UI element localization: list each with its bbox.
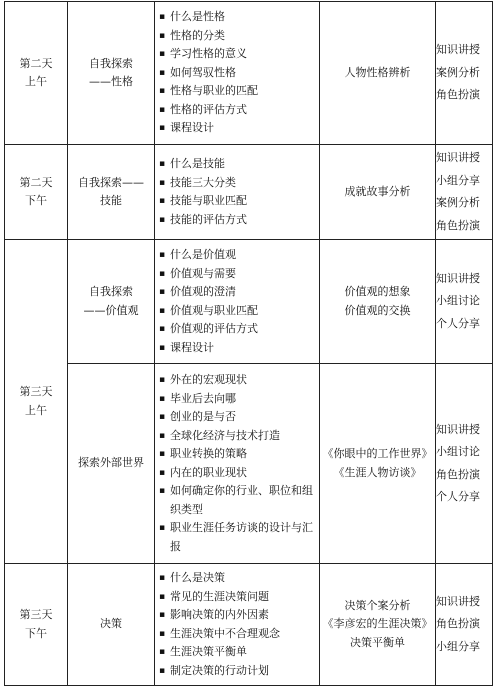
topic-cell xyxy=(68,240,155,364)
content-cell xyxy=(155,364,320,564)
topic-cell xyxy=(68,364,155,564)
list-item: ▪ 技能与职业匹配 xyxy=(159,192,317,211)
list-item: ▪ 生涯决策中不合理观念 xyxy=(159,625,317,644)
period-label: 上午 xyxy=(25,403,47,417)
list-item: ▪ 制定决策的行动计划 xyxy=(159,662,317,681)
list-item: ▪ 什么是价值观 xyxy=(159,246,317,265)
method-line: 知识讲授 xyxy=(436,422,480,436)
time-cell xyxy=(5,145,68,240)
table-row xyxy=(5,564,493,686)
case-cell xyxy=(320,2,436,145)
period-label: 下午 xyxy=(25,194,47,207)
list-item: ▪ 什么是决策 xyxy=(159,569,317,588)
topic-line: 技能 xyxy=(100,194,122,207)
day-label: 第二天 xyxy=(19,56,53,70)
method-line: 角色扮演 xyxy=(436,88,480,102)
day-label: 第三天 xyxy=(19,385,53,398)
list-item: ▪ 外在的宏观现状 xyxy=(159,371,317,390)
method-line: 个人分享 xyxy=(436,490,480,503)
case-line: 决策平衡单 xyxy=(350,635,405,649)
list-item: ▪ 价值观与职业匹配 xyxy=(159,302,317,321)
method-cell xyxy=(436,2,493,145)
content-list xyxy=(155,569,319,680)
method-line: 知识讲授 xyxy=(436,151,480,164)
content-list xyxy=(155,8,319,138)
list-item: ▪ 技能三大分类 xyxy=(159,174,317,193)
case-line: 价值观的交换 xyxy=(344,303,411,317)
topic-line: 决策 xyxy=(100,617,122,631)
list-item: ▪ 价值观与需要 xyxy=(159,265,317,284)
method-line: 小组分享 xyxy=(436,173,480,187)
list-item: ▪ 生涯决策平衡单 xyxy=(159,643,317,662)
list-item: ▪ 课程设计 xyxy=(159,339,317,358)
list-item: ▪ 影响决策的内外因素 xyxy=(159,606,317,625)
case-cell xyxy=(320,240,436,364)
method-line: 角色扮演 xyxy=(436,467,480,481)
case-line: 价值观的想象 xyxy=(344,285,411,298)
period-label: 下午 xyxy=(25,626,47,640)
course-schedule-table xyxy=(4,1,493,686)
table-row xyxy=(5,240,493,364)
list-item: ▪ 全球化经济与技术打造 xyxy=(159,427,317,446)
case-line: 《你眼中的工作世界》 xyxy=(322,447,433,460)
list-item: ▪ 价值观的评估方式 xyxy=(159,320,317,339)
method-line: 小组分享 xyxy=(436,639,480,653)
case-cell xyxy=(320,364,436,564)
list-item: ▪ 创业的是与否 xyxy=(159,408,317,427)
topic-line: 探索外部世界 xyxy=(78,456,144,470)
list-item: ▪ 价值观的澄清 xyxy=(159,283,317,302)
day-label: 第二天 xyxy=(19,175,53,189)
case-line: 《生涯人物访谈》 xyxy=(333,465,422,479)
method-cell xyxy=(436,145,493,240)
method-line: 角色扮演 xyxy=(436,218,480,232)
method-cell xyxy=(436,364,493,564)
topic-line: 自我探索 xyxy=(89,56,133,70)
list-item: ▪ 职业转换的策略 xyxy=(159,445,317,464)
method-line: 个人分享 xyxy=(436,316,480,330)
list-item: ▪ 什么是技能 xyxy=(159,155,317,174)
method-cell xyxy=(436,564,493,686)
content-cell xyxy=(155,2,320,145)
case-line: 《李彦宏的生涯决策》 xyxy=(322,617,433,631)
method-line: 知识讲授 xyxy=(436,271,480,285)
list-item: ▪ 如何驾驭性格 xyxy=(159,64,317,83)
day-label: 第三天 xyxy=(19,608,53,621)
topic-line: ——价值观 xyxy=(83,303,139,317)
time-cell xyxy=(5,240,68,564)
topic-cell xyxy=(68,564,155,686)
topic-cell xyxy=(68,145,155,240)
time-cell xyxy=(5,564,68,686)
content-list xyxy=(155,246,319,357)
list-item: ▪ 性格与职业的匹配 xyxy=(159,82,317,101)
content-cell xyxy=(155,240,320,364)
period-label: 上午 xyxy=(25,75,47,88)
content-list xyxy=(155,371,319,556)
table-row xyxy=(5,2,493,145)
list-item: ▪ 课程设计 xyxy=(159,119,317,138)
list-item: ▪ 如何确定你的行业、职位和组织类型 xyxy=(159,482,317,519)
method-line: 案例分析 xyxy=(436,196,480,209)
time-cell xyxy=(5,2,68,145)
case-line: 成就故事分析 xyxy=(344,184,411,198)
list-item: ▪ 常见的生涯决策问题 xyxy=(159,588,317,607)
topic-line: 自我探索 xyxy=(89,285,133,298)
content-cell xyxy=(155,564,320,686)
list-item: ▪ 性格的评估方式 xyxy=(159,101,317,120)
method-line: 案例分析 xyxy=(436,65,480,79)
method-line: 角色扮演 xyxy=(436,617,480,631)
content-cell xyxy=(155,145,320,240)
list-item: ▪ 技能的评估方式 xyxy=(159,211,317,230)
list-item: ▪ 职业生涯任务访谈的设计与汇报 xyxy=(159,519,317,556)
list-item: ▪ 什么是性格 xyxy=(159,8,317,27)
topic-line: ——性格 xyxy=(89,75,133,88)
method-line: 知识讲授 xyxy=(436,43,480,57)
list-item: ▪ 性格的分类 xyxy=(159,27,317,46)
method-line: 知识讲授 xyxy=(436,594,480,608)
list-item: ▪ 内在的职业现状 xyxy=(159,464,317,483)
topic-cell xyxy=(68,2,155,145)
method-line: 小组讨论 xyxy=(436,445,480,458)
case-line: 决策个案分析 xyxy=(344,598,411,612)
table-row xyxy=(5,364,493,564)
method-line: 小组讨论 xyxy=(436,294,480,308)
content-list xyxy=(155,155,319,229)
method-cell xyxy=(436,240,493,364)
list-item: ▪ 毕业后去向哪 xyxy=(159,390,317,409)
case-cell xyxy=(320,145,436,240)
case-cell xyxy=(320,564,436,686)
case-line: 人物性格辨析 xyxy=(344,65,411,79)
table-row xyxy=(5,145,493,240)
list-item: ▪ 学习性格的意义 xyxy=(159,45,317,64)
topic-line: 自我探索—— xyxy=(78,175,144,189)
